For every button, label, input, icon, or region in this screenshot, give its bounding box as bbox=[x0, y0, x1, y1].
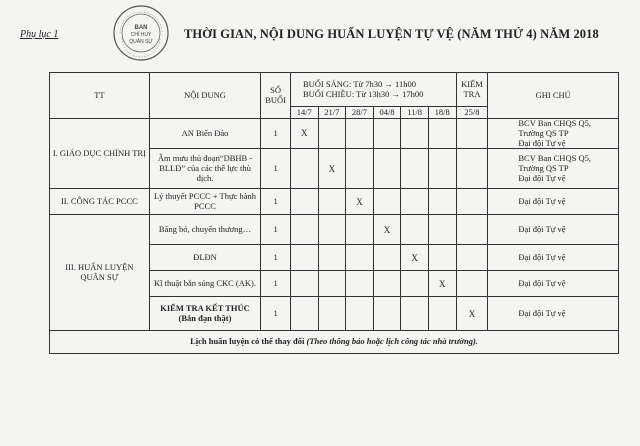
note-line: Đại đội Tự vệ bbox=[518, 172, 566, 183]
note-line: Đại đội Tự vệ bbox=[518, 277, 566, 288]
appendix-label: Phụ lục 1 bbox=[20, 29, 59, 40]
schedule-mark bbox=[290, 149, 318, 189]
note-line: BCV Ban CHQS Q5, bbox=[518, 118, 591, 128]
document-title: THỜI GIAN, NỘI DUNG HUẤN LUYỆN TỰ VỆ (NĂM THỨ 4) NĂM 2018 bbox=[184, 27, 599, 41]
schedule-mark: X bbox=[290, 119, 318, 149]
schedule-mark bbox=[290, 245, 318, 271]
item-sessions: 1 bbox=[261, 149, 291, 189]
schedule-mark bbox=[318, 271, 346, 297]
schedule-mark bbox=[456, 215, 488, 245]
schedule-mark: X bbox=[373, 215, 401, 245]
schedule-mark bbox=[373, 189, 401, 215]
item-sessions: 1 bbox=[261, 245, 291, 271]
item-notes bbox=[488, 245, 619, 271]
schedule-mark bbox=[373, 297, 401, 331]
schedule-mark bbox=[346, 297, 374, 331]
schedule-mark bbox=[290, 189, 318, 215]
note-line: Đại đội Tự vệ bbox=[518, 195, 566, 206]
group-name: II. CÔNG TÁC PCCC bbox=[50, 189, 150, 215]
schedule-mark bbox=[346, 215, 374, 245]
schedule-mark bbox=[456, 119, 488, 149]
table-row bbox=[50, 215, 619, 245]
header-tt: TT bbox=[50, 73, 150, 119]
header-notes: GHI CHÚ bbox=[488, 73, 619, 119]
schedule-mark bbox=[401, 149, 429, 189]
item-content: AN Biển Đảo bbox=[149, 119, 260, 149]
schedule-mark bbox=[346, 271, 374, 297]
footer-bold-text: Lịch huấn luyện có thể thay đổi bbox=[190, 336, 305, 347]
schedule-mark: X bbox=[346, 189, 374, 215]
schedule-mark bbox=[373, 271, 401, 297]
schedule-mark bbox=[318, 215, 346, 245]
schedule-mark bbox=[428, 297, 456, 331]
note-line: Đại đội Tự vệ bbox=[518, 307, 566, 318]
svg-text:QUÂN SỰ: QUÂN SỰ bbox=[129, 39, 153, 45]
header-exam: KIỂM TRA bbox=[456, 73, 488, 107]
schedule-footer-note bbox=[50, 331, 619, 354]
note-line: Đại đội Tự vệ bbox=[518, 223, 566, 234]
note-line: BCV Ban CHQS Q5, bbox=[518, 153, 591, 164]
group-name: I. GIÁO DỤC CHÍNH TRỊ bbox=[50, 119, 150, 189]
item-sessions: 1 bbox=[261, 271, 291, 297]
item-content: Băng bó, chuyển thương… bbox=[149, 215, 260, 245]
item-notes bbox=[488, 119, 619, 149]
item-sessions: 1 bbox=[261, 297, 291, 331]
schedule-mark bbox=[373, 149, 401, 189]
schedule-mark bbox=[428, 149, 456, 189]
date-header: 14/7 bbox=[290, 107, 318, 119]
date-header: 25/8 bbox=[456, 107, 488, 119]
schedule-mark bbox=[428, 119, 456, 149]
schedule-mark bbox=[456, 149, 488, 189]
schedule-mark bbox=[318, 297, 346, 331]
schedule-mark bbox=[401, 297, 429, 331]
note-line: Đại đội Tự vệ bbox=[518, 137, 566, 148]
item-sessions: 1 bbox=[261, 119, 291, 149]
schedule-mark: X bbox=[318, 149, 346, 189]
schedule-mark bbox=[401, 119, 429, 149]
header-content: NỘI DUNG bbox=[149, 73, 260, 119]
schedule-mark bbox=[346, 149, 374, 189]
schedule-mark: X bbox=[401, 245, 429, 271]
note-line: Trường QS TP bbox=[518, 127, 569, 138]
svg-text:CHỈ HUY: CHỈ HUY bbox=[130, 32, 152, 38]
schedule-mark bbox=[373, 245, 401, 271]
table-row bbox=[50, 119, 619, 149]
item-sessions: 1 bbox=[261, 215, 291, 245]
date-header: 04/8 bbox=[373, 107, 401, 119]
date-header: 18/8 bbox=[428, 107, 456, 119]
item-notes bbox=[488, 297, 619, 331]
schedule-mark: X bbox=[428, 271, 456, 297]
note-line: Đại đội Tự vệ bbox=[518, 251, 566, 262]
schedule-mark bbox=[428, 189, 456, 215]
date-header: 11/8 bbox=[401, 107, 429, 119]
item-notes bbox=[488, 215, 619, 245]
exam-title: KIỂM TRA KẾT THÚC bbox=[160, 303, 250, 314]
schedule-mark: X bbox=[456, 297, 488, 331]
item-content: Âm mưu thủ đoạn“DBHB - BLLĐ” của các thế lực thù địch. bbox=[149, 149, 260, 189]
item-notes bbox=[488, 271, 619, 297]
schedule-mark bbox=[346, 245, 374, 271]
group-name: III. HUẤN LUYỆN QUÂN SỰ bbox=[50, 215, 150, 331]
schedule-mark bbox=[456, 271, 488, 297]
schedule-mark bbox=[318, 189, 346, 215]
schedule-mark bbox=[290, 271, 318, 297]
schedule-mark bbox=[290, 297, 318, 331]
item-content: Kĩ thuật bắn súng CKC (AK). bbox=[149, 271, 260, 297]
schedule-mark bbox=[373, 119, 401, 149]
header-sessions: SỐ BUỔI bbox=[261, 73, 291, 119]
schedule-mark bbox=[290, 215, 318, 245]
schedule-mark bbox=[428, 215, 456, 245]
schedule-mark bbox=[401, 215, 429, 245]
item-content: ĐLĐN bbox=[149, 245, 260, 271]
header-morning: BUỔI SÁNG: Từ 7h30 → 11h00 bbox=[302, 78, 416, 89]
header-afternoon: BUỔI CHIỀU: Từ 13h30 → 17h00 bbox=[302, 88, 424, 99]
schedule-mark bbox=[456, 189, 488, 215]
date-header: 21/7 bbox=[318, 107, 346, 119]
table-row bbox=[50, 189, 619, 215]
item-content bbox=[149, 297, 260, 331]
exam-subtitle: (Bắn đạn thật) bbox=[178, 312, 232, 323]
header-time bbox=[290, 73, 456, 107]
schedule-mark bbox=[318, 119, 346, 149]
footer-row bbox=[50, 331, 619, 354]
schedule-mark bbox=[401, 271, 429, 297]
date-header: 28/7 bbox=[346, 107, 374, 119]
item-content: Lý thuyết PCCC + Thực hành PCCC bbox=[149, 189, 260, 215]
official-seal-stamp bbox=[112, 4, 170, 62]
item-notes bbox=[488, 189, 619, 215]
schedule-mark bbox=[401, 189, 429, 215]
note-line: Trường QS TP bbox=[518, 162, 569, 173]
schedule-mark bbox=[428, 245, 456, 271]
footer-italic-text: (Theo thông báo hoặc lịch công tác nhà trường). bbox=[306, 336, 478, 347]
schedule-mark bbox=[318, 245, 346, 271]
schedule-mark bbox=[456, 245, 488, 271]
item-sessions: 1 bbox=[261, 189, 291, 215]
svg-text:BAN: BAN bbox=[134, 25, 148, 31]
training-schedule-table bbox=[49, 72, 619, 354]
item-notes bbox=[488, 149, 619, 189]
schedule-mark bbox=[346, 119, 374, 149]
